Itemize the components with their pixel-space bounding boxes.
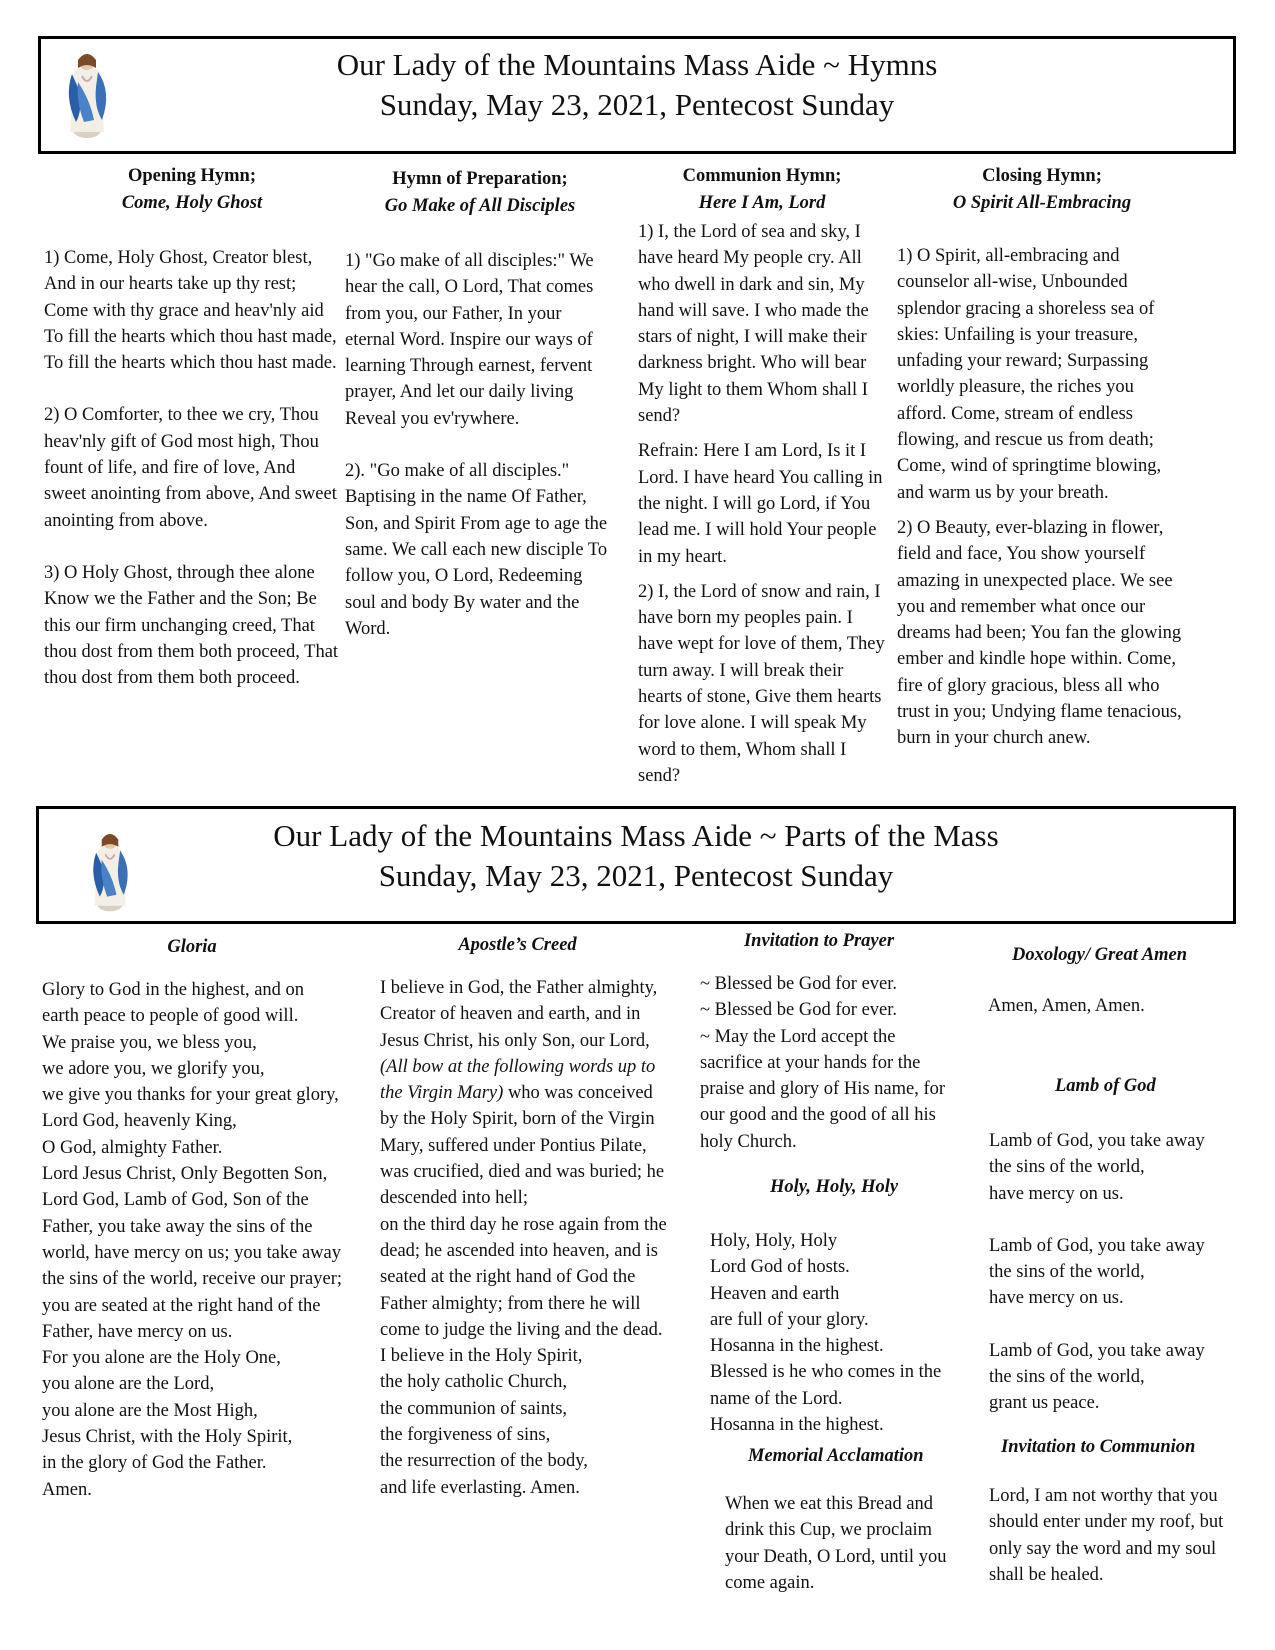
closing-hymn-verse-2: 2) O Beauty, ever-blazing in flower, field and face, You show yourself amazing in unexpected place. We see you and remember what once our dreams had been; You fan the glowing ember and kindle hope within. Come, fire of glory gracious, bless all who trust in you; Undying flame tenacious, burn in your church anew. bbox=[897, 517, 1182, 749]
creed-line: and life everlasting. Amen. bbox=[380, 1477, 580, 1498]
communion-hymn-verse-2: 2) I, the Lord of snow and rain, I have born my peoples pain. I have wept for love of them, They turn away. I will break their hearts of stone, Give them hearts for love alone. I will speak My word to them, Whom shall I send? bbox=[638, 581, 885, 786]
memorial-acclamation-section bbox=[725, 1491, 965, 1596]
opening-hymn-verse-2: 2) O Comforter, to thee we cry, Thou heav'nly gift of God most high, Thou fount of life, and fire of love, And sweet anointing from above, And sweet anointing from above. bbox=[44, 405, 337, 531]
creed-bow-instruction: (All bow at the following words up to the Virgin Mary) bbox=[380, 1056, 656, 1104]
gloria-line: you alone are the Lord, bbox=[42, 1374, 215, 1395]
preparation-hymn-section bbox=[345, 166, 615, 642]
gloria-line: you alone are the Most High, bbox=[42, 1400, 258, 1421]
lamb-line: have mercy on us. bbox=[989, 1183, 1124, 1204]
holy-holy-holy-title: Holy, Holy, Holy bbox=[770, 1177, 899, 1197]
invitation-communion-section bbox=[989, 1483, 1239, 1588]
invitation-communion-text: Lord, I am not worthy that you should enter under my roof, but only say the word and my soul shall be healed. bbox=[989, 1486, 1224, 1585]
holy-holy-holy-section bbox=[710, 1228, 972, 1438]
creed-line: the forgiveness of sins, bbox=[380, 1425, 551, 1446]
holy-line: Heaven and earth bbox=[710, 1283, 840, 1304]
communion-hymn-title: Communion Hymn; bbox=[682, 166, 842, 186]
lamb-line: the sins of the world, bbox=[989, 1367, 1145, 1388]
preparation-hymn-verse-2: 2). "Go make of all disciples." Baptising in the name Of Father, Son, and Spirit From age to age the same. We call each new disciple To follow you, O Lord, Redeeming soul and body By water and the Word. bbox=[345, 461, 608, 639]
holy-line: Hosanna in the highest. bbox=[710, 1415, 884, 1436]
invitation-prayer-line: ~ Blessed be God for ever. bbox=[700, 974, 898, 994]
holy-line: are full of your glory. bbox=[710, 1309, 869, 1330]
gloria-title: Gloria bbox=[167, 937, 217, 957]
opening-hymn-section bbox=[44, 163, 340, 691]
header-title-line1: Our Lady of the Mountains Mass Aide ~ Hymns bbox=[336, 47, 938, 82]
closing-hymn-section bbox=[897, 163, 1187, 752]
lamb-line: grant us peace. bbox=[989, 1393, 1100, 1414]
header-title-line2: Sunday, May 23, 2021, Pentecost Sunday bbox=[379, 87, 895, 122]
communion-hymn-refrain: Refrain: Here I am Lord, Is it I Lord. I have heard You calling in the night. I will go Lord, if You lead me. I will hold Your people in my heart. bbox=[638, 441, 883, 567]
gloria-line: you are seated at the right hand of the Father, have mercy on us. bbox=[42, 1295, 321, 1342]
creed-title: Apostle’s Creed bbox=[458, 935, 577, 955]
gloria-line: Jesus Christ, with the Holy Spirit, bbox=[42, 1427, 293, 1448]
gloria-line: Glory to God in the highest, and on earth peace to people of good will. bbox=[42, 980, 305, 1027]
creed-section bbox=[380, 932, 675, 1501]
preparation-hymn-subtitle: Go Make of All Disciples bbox=[384, 196, 576, 216]
closing-hymn-subtitle: O Spirit All-Embracing bbox=[952, 193, 1132, 213]
opening-hymn-verse-3: 3) O Holy Ghost, through thee alone Know we the Father and the Son; Be this our firm unchanging creed, That thou dost from them both proceed, That thou dost from them both proceed. bbox=[44, 562, 339, 689]
mass-parts-header bbox=[36, 806, 1236, 924]
lamb-of-god-title: Lamb of God bbox=[1055, 1076, 1156, 1096]
lamb-line: Lamb of God, you take away bbox=[989, 1235, 1205, 1256]
communion-hymn-section bbox=[638, 163, 886, 789]
creed-paragraph: I believe in God, the Father almighty, Creator of heaven and earth, and in Jesus Christ, his only Son, our Lord, (All bow at the following words up to the Virgin Mary) who was conceived by the Holy Spirit, born of the Virgin Mary, suffered under Pontius Pilate, was crucified, died and was buried; he descended into hell; bbox=[380, 978, 665, 1209]
closing-hymn-title: Closing Hymn; bbox=[982, 166, 1102, 186]
opening-hymn-title: Opening Hymn; bbox=[128, 166, 256, 186]
gloria-line: we adore you, we glorify you, bbox=[42, 1058, 265, 1079]
holy-line: Hosanna in the highest. bbox=[710, 1336, 884, 1357]
hymns-header bbox=[38, 36, 1236, 154]
invitation-prayer-section bbox=[700, 928, 950, 1155]
invitation-prayer-line: ~ May the Lord accept the sacrifice at your hands for the praise and glory of His name, for our good and the good of all his holy Church. bbox=[700, 1026, 946, 1152]
memorial-acclamation-title: Memorial Acclamation bbox=[748, 1446, 924, 1466]
doxology-text: Amen, Amen, Amen. bbox=[988, 996, 1145, 1016]
lamb-of-god-section bbox=[989, 1128, 1249, 1417]
gloria-line: O God, almighty Father. bbox=[42, 1137, 223, 1158]
holy-line: Blessed is he who comes in the name of the Lord. bbox=[710, 1362, 942, 1409]
gloria-line: Amen. bbox=[42, 1479, 92, 1500]
invitation-prayer-line: ~ Blessed be God for ever. bbox=[700, 1000, 898, 1021]
communion-hymn-subtitle: Here I Am, Lord bbox=[698, 193, 826, 213]
creed-line: the communion of saints, bbox=[380, 1398, 568, 1419]
holy-line: Holy, Holy, Holy bbox=[710, 1231, 838, 1251]
closing-hymn-verse-1: 1) O Spirit, all-embracing and counselor all-wise, Unbounded splendor gracing a shoreless sea of skies: Unfailing is your treasure, unfading your reward; Surpassing worldly pleasure, the riches you afford. Come, stream of endless flowing, and rescue us from death; Come, wind of springtime blowing, and warm us by your breath. bbox=[897, 246, 1162, 503]
preparation-hymn-title: Hymn of Preparation; bbox=[392, 169, 568, 189]
preparation-hymn-verse-1: 1) "Go make of all disciples:" We hear the call, O Lord, That comes from you, our Father, In your eternal Word. Inspire our ways of learning Through earnest, fervent prayer, And let our daily living Reveal you ev'rywhere. bbox=[345, 251, 594, 429]
holy-line: Lord God of hosts. bbox=[710, 1257, 850, 1278]
creed-line: on the third day he rose again from the dead; he ascended into heaven, and is seated at the right hand of God the Father almighty; from there he will come to judge the living and the dead. bbox=[380, 1214, 667, 1340]
invitation-prayer-title: Invitation to Prayer bbox=[743, 931, 895, 951]
gloria-line: we give you thanks for your great glory, Lord God, heavenly King, bbox=[42, 1085, 339, 1132]
lamb-line: have mercy on us. bbox=[989, 1288, 1124, 1309]
communion-hymn-verse-1: 1) I, the Lord of sea and sky, I have heard My people cry. All who dwell in dark and sin, My hand will save. I who made the stars of night, I will make their darkness bright. Who will bear My light to them Whom shall I send? bbox=[638, 222, 869, 427]
creed-line: I believe in the Holy Spirit, bbox=[380, 1346, 583, 1367]
gloria-line: in the glory of God the Father. bbox=[42, 1453, 267, 1474]
lamb-line: the sins of the world, bbox=[989, 1157, 1145, 1178]
header-title-line1: Our Lady of the Mountains Mass Aide ~ Parts of the Mass bbox=[273, 818, 999, 853]
gloria-line: For you alone are the Holy One, bbox=[42, 1348, 281, 1369]
gloria-section bbox=[42, 934, 342, 1503]
lamb-line: Lamb of God, you take away bbox=[989, 1131, 1205, 1151]
creed-line: the resurrection of the body, bbox=[380, 1451, 588, 1472]
lamb-line: the sins of the world, bbox=[989, 1262, 1145, 1283]
creed-line: the holy catholic Church, bbox=[380, 1372, 568, 1393]
gloria-line: We praise you, we bless you, bbox=[42, 1032, 257, 1053]
memorial-acclamation-text: When we eat this Bread and drink this Cup, we proclaim your Death, O Lord, until you come again. bbox=[725, 1494, 947, 1593]
doxology-title: Doxology/ Great Amen bbox=[1012, 945, 1188, 965]
invitation-communion-title: Invitation to Communion bbox=[1001, 1437, 1196, 1457]
header-title-line2: Sunday, May 23, 2021, Pentecost Sunday bbox=[378, 858, 894, 893]
opening-hymn-verse-1: 1) Come, Holy Ghost, Creator blest, And in our hearts take up thy rest; Come with thy grace and heav'nly aid To fill the hearts which thou hast made, To fill the hearts which thou hast made. bbox=[44, 248, 337, 374]
opening-hymn-subtitle: Come, Holy Ghost bbox=[121, 193, 263, 213]
lamb-line: Lamb of God, you take away bbox=[989, 1340, 1205, 1361]
gloria-line: Lord Jesus Christ, Only Begotten Son, Lord God, Lamb of God, Son of the Father, you take away the sins of the world, have mercy on us; you take away the sins of the world, receive our prayer; bbox=[42, 1164, 343, 1290]
doxology-section bbox=[988, 993, 1248, 1019]
